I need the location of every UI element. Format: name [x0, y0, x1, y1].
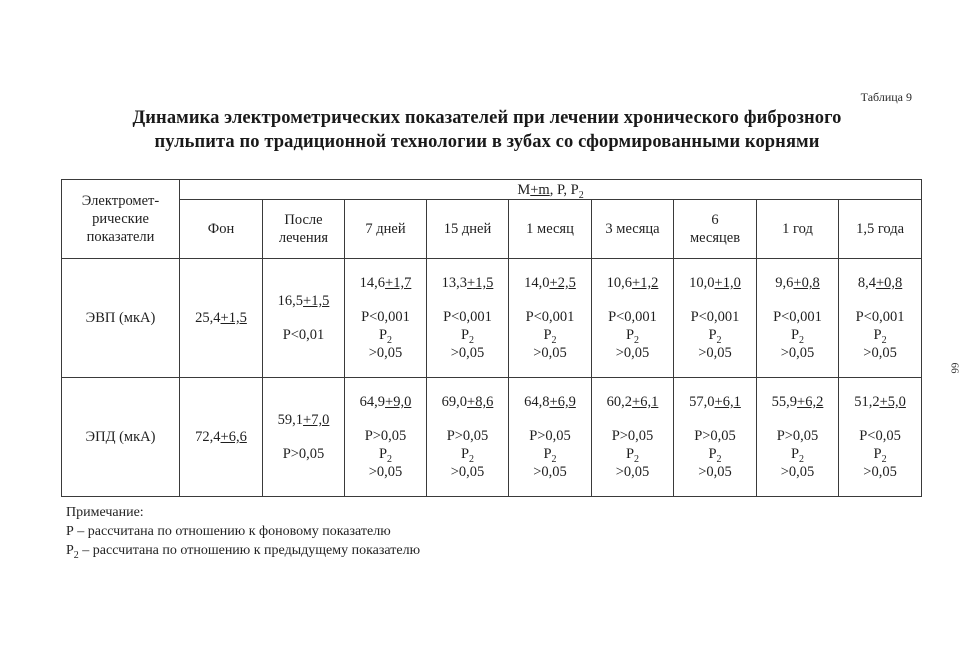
mean-value [676, 393, 754, 411]
p-values [676, 427, 754, 481]
period-header-cell [674, 200, 757, 259]
error-margin: +6,9 [549, 394, 576, 410]
param-header-line: рические [92, 211, 149, 227]
p2-value: $P_2$ >0,05 [841, 326, 919, 362]
param-name-cell: ЭВП (мкА) [62, 259, 180, 378]
p2-value: $P_2$ >0,05 [347, 445, 424, 481]
mean: 10,6 [606, 275, 633, 291]
error-margin: +1,5 [467, 275, 494, 291]
table-row-epd [62, 378, 922, 497]
period-header-cell [509, 200, 592, 259]
p-values [676, 308, 754, 362]
p2-value: $P_2$ >0,05 [594, 326, 671, 362]
p-values [594, 427, 671, 481]
mean-value [676, 274, 754, 292]
mean: 55,9 [771, 394, 798, 410]
period-header-line: После [284, 212, 323, 228]
error-margin: +1,5 [303, 293, 330, 309]
p-value: P>0,05 [282, 446, 325, 462]
param-header-line: Электромет- [81, 193, 160, 209]
p-values [347, 308, 424, 362]
period-header-line: лечения [278, 230, 329, 246]
p2-value: $P_2$ >0,05 [347, 326, 424, 362]
mean-value [182, 309, 260, 327]
period-header-cell [345, 200, 427, 259]
p2-value-text: >0,05 [780, 464, 815, 480]
mean-value [759, 393, 836, 411]
mean-value [594, 393, 671, 411]
mean-value [841, 274, 919, 292]
p2-value-text: >0,05 [780, 345, 815, 361]
p2-value-text: >0,05 [533, 464, 567, 480]
p2-value: $P_2$ >0,05 [676, 445, 754, 481]
period-header-cell [592, 200, 674, 259]
error-margin: +1,0 [714, 275, 741, 291]
p-value: P>0,05 [364, 428, 407, 444]
value-cell [345, 378, 427, 497]
value-cell [509, 378, 592, 497]
mean: 51,2 [854, 394, 880, 410]
period-header-row [62, 200, 922, 259]
mean: 14,6 [359, 275, 386, 291]
period-header-line: 1,5 года [856, 221, 905, 237]
p2-value-text: >0,05 [368, 345, 403, 361]
p2-value-text: >0,05 [450, 345, 485, 361]
error-margin: +1,5 [220, 310, 247, 326]
p-values [511, 427, 589, 481]
mean-value [347, 393, 424, 411]
p2-value-text: >0,05 [450, 464, 485, 480]
statistics-group-header: M+m, P, $P_2$ [180, 180, 922, 200]
mean: 8,4 [857, 275, 876, 291]
period-header-line: Фон [207, 221, 235, 237]
value-cell [674, 259, 757, 378]
value-cell [839, 378, 922, 497]
error-margin: +6,1 [714, 394, 741, 410]
mean: 60,2 [606, 394, 633, 410]
mean: 72,4 [195, 429, 221, 445]
p2-value: $P_2$ >0,05 [676, 326, 754, 362]
period-header-cell [263, 200, 345, 259]
error-margin: +2,5 [549, 275, 576, 291]
mean: 64,9 [359, 394, 386, 410]
mean-value [265, 292, 342, 310]
p2-value: $P_2$ >0,05 [594, 445, 671, 481]
error-margin: +1,2 [632, 275, 659, 291]
value-cell [345, 259, 427, 378]
p-value: P<0,01 [282, 327, 325, 343]
p-values [594, 308, 671, 362]
mean-value [511, 274, 589, 292]
param-name-cell: ЭПД (мкА) [62, 378, 180, 497]
table-title-line-1: Динамика электрометрических показателей при лечении хронического фиброзного [132, 108, 842, 128]
p2-value: $P_2$ >0,05 [511, 326, 589, 362]
value-cell [674, 378, 757, 497]
period-header-cell [839, 200, 922, 259]
error-margin: +9,0 [385, 394, 412, 410]
table-header-row [62, 180, 922, 200]
mean-value [759, 274, 836, 292]
value-cell [839, 259, 922, 378]
error-margin: +0,8 [793, 275, 820, 291]
p-values [265, 326, 342, 344]
error-margin: +8,6 [467, 394, 494, 410]
param-header-line: показатели [86, 229, 155, 245]
p2-value: $P_2$ >0,05 [841, 445, 919, 481]
p-values [841, 308, 919, 362]
error-margin: +5,0 [879, 394, 906, 410]
value-cell [592, 259, 674, 378]
p-value: P<0,001 [608, 309, 657, 325]
baseline-value-cell [180, 378, 263, 497]
mean: 10,0 [689, 275, 715, 291]
p2-value-text: >0,05 [615, 345, 650, 361]
p-value: P<0,001 [443, 309, 492, 325]
p-value: P<0,001 [525, 309, 575, 325]
mean-value [841, 393, 919, 411]
baseline-value-cell [180, 259, 263, 378]
mean-value [182, 428, 260, 446]
mean-value [594, 274, 671, 292]
page-number: 66 [948, 362, 961, 374]
p-values [429, 427, 506, 481]
notes-line-p: Р – рассчитана по отношению к фоновому показателю [66, 524, 391, 539]
mean: 16,5 [277, 293, 304, 309]
p-values [511, 308, 589, 362]
period-header-line: 6 [711, 212, 719, 228]
mean: 69,0 [441, 394, 468, 410]
value-cell [427, 378, 509, 497]
p2-value-text: >0,05 [863, 345, 897, 361]
period-header-line: 1 месяц [526, 221, 574, 237]
param-column-header [62, 180, 180, 259]
p-values [759, 308, 836, 362]
p-value: P>0,05 [529, 428, 571, 444]
p-value: P>0,05 [446, 428, 489, 444]
p-values [347, 427, 424, 481]
value-cell [263, 378, 345, 497]
electrometry-table [61, 179, 922, 497]
notes-heading: Примечание: [66, 505, 144, 520]
value-cell [757, 259, 839, 378]
p2-value: $P_2$ >0,05 [759, 326, 836, 362]
mean-value [429, 393, 506, 411]
period-header-cell [180, 200, 263, 259]
value-cell [263, 259, 345, 378]
mean-value [265, 411, 342, 429]
mean: 57,0 [689, 394, 715, 410]
p2-value: $P_2$ >0,05 [429, 445, 506, 481]
error-margin: +1,7 [385, 275, 412, 291]
value-cell [592, 378, 674, 497]
p2-value-text: >0,05 [368, 464, 403, 480]
mean-value [429, 274, 506, 292]
mean: 59,1 [277, 412, 304, 428]
p-values [265, 445, 342, 463]
mean-value [347, 274, 424, 292]
p2-value: $P_2$ >0,05 [511, 445, 589, 481]
table-row-evp [62, 259, 922, 378]
p-value: P<0,001 [690, 309, 740, 325]
error-margin: +6,6 [220, 429, 247, 445]
p2-value-text: >0,05 [698, 464, 732, 480]
mean-value [511, 393, 589, 411]
value-cell [757, 378, 839, 497]
period-header-cell [427, 200, 509, 259]
table-number-label: Таблица 9 [860, 90, 912, 104]
p2-value-text: >0,05 [615, 464, 650, 480]
value-cell [427, 259, 509, 378]
p2-value: $P_2$ >0,05 [429, 326, 506, 362]
mean: 14,0 [524, 275, 550, 291]
period-header-line: 15 дней [443, 221, 492, 237]
p-value: P<0,001 [361, 309, 410, 325]
error-margin: +6,1 [632, 394, 659, 410]
p-value: P>0,05 [611, 428, 654, 444]
p-values [841, 427, 919, 481]
period-header-line: 3 месяца [605, 221, 660, 237]
period-header-line: месяцев [689, 230, 741, 246]
error-margin: +6,2 [797, 394, 824, 410]
p2-value: $P_2$ >0,05 [759, 445, 836, 481]
mean: 64,8 [524, 394, 550, 410]
p-values [429, 308, 506, 362]
p-value: P>0,05 [694, 428, 736, 444]
p2-value-text: >0,05 [863, 464, 897, 480]
table-title [0, 106, 974, 154]
p2-value-text: >0,05 [698, 345, 732, 361]
table-title-line-2: пульпита по традиционной технологии в зубах со сформированными корнями [154, 132, 820, 152]
p2-value-text: >0,05 [533, 345, 567, 361]
p-values [759, 427, 836, 481]
p-value: P<0,001 [855, 309, 905, 325]
mean: 25,4 [195, 310, 221, 326]
error-margin: +0,8 [875, 275, 903, 291]
period-header-line: 7 дней [365, 221, 406, 237]
mean: 9,6 [775, 275, 794, 291]
notes-line-p2: $Р_2$ – рассчитана по отношению к предыдущему показателю [66, 543, 421, 561]
error-margin: +7,0 [303, 412, 330, 428]
notes-block [66, 503, 420, 560]
period-header-cell [757, 200, 839, 259]
p-value: P>0,05 [776, 428, 819, 444]
period-header-line: 1 год [782, 221, 813, 237]
p-value: P<0,001 [773, 309, 822, 325]
p-value: P<0,05 [859, 428, 901, 444]
mean: 13,3 [441, 275, 468, 291]
value-cell [509, 259, 592, 378]
